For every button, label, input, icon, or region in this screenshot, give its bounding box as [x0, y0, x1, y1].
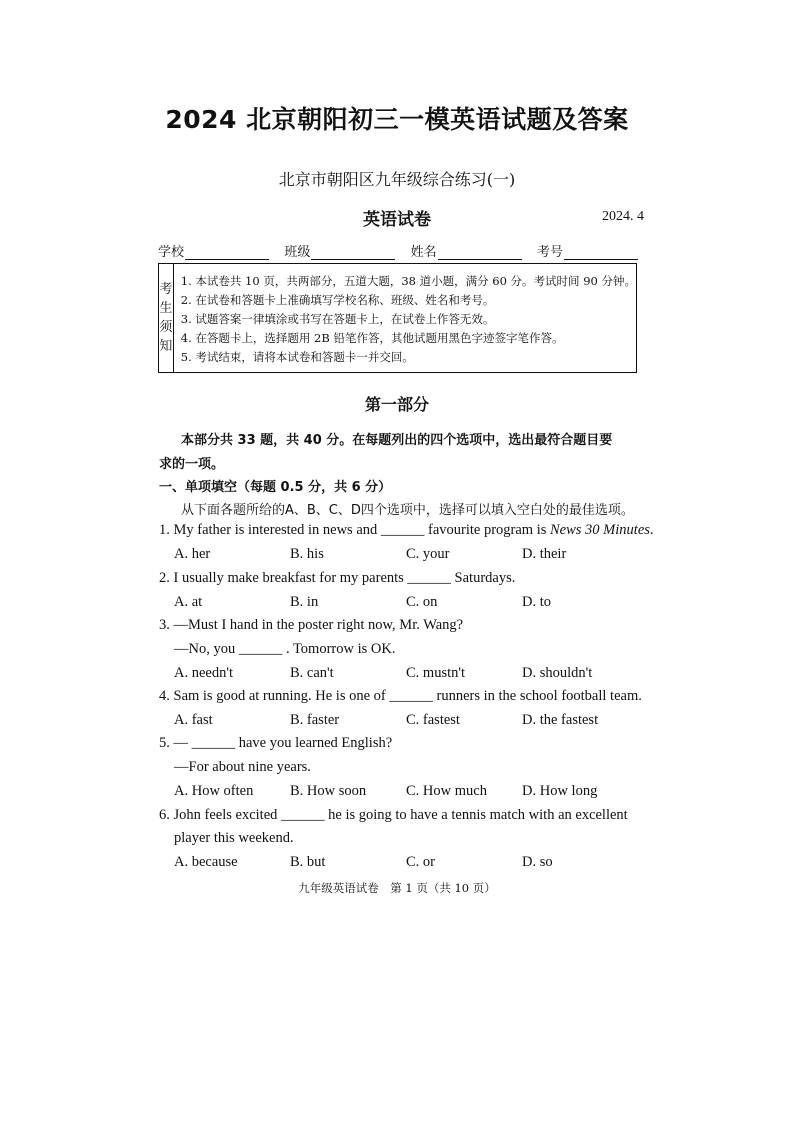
notice-label: 考 生 须 知 [159, 264, 174, 372]
exam-number-blank [564, 245, 638, 260]
option-d: D. so [522, 854, 553, 870]
option-b: B. in [290, 594, 319, 610]
option-d: D. to [522, 594, 551, 610]
exam-subtitle: 北京市朝阳区九年级综合练习(一) [278, 170, 516, 189]
section-heading: 一、单项填空（每题 0.5 分，共 6 分） [159, 480, 392, 495]
option-d: D. the fastest [522, 712, 599, 728]
option-b: B. can't [290, 665, 334, 681]
exam-number-field [537, 241, 638, 260]
part-one-title: 第一部分 [364, 395, 429, 414]
part-one-intro-cont: 求的一项。 [159, 457, 225, 472]
school-field [158, 241, 269, 260]
student-info-row [158, 241, 638, 260]
exam-date: 2024. 4 [602, 209, 644, 224]
option-c: C. How much [406, 783, 487, 799]
school-blank [185, 245, 269, 260]
class-label: 班级 [284, 245, 311, 260]
notice-item: 1. 本试卷共 10 页，共两部分，五道大题，38 道小题，满分 60 分。考试时间 90 分钟。 [180, 274, 636, 288]
option-b: B. but [290, 854, 326, 870]
question-6-cont: player this weekend. [174, 830, 294, 846]
part-one-intro: 本部分共 33 题，共 40 分。在每题列出的四个选项中，选出最符合题目要 [181, 433, 613, 448]
option-b: B. his [290, 546, 324, 562]
notice-list [174, 264, 636, 372]
name-blank [438, 245, 522, 260]
option-c: C. or [406, 854, 435, 870]
option-c: C. your [406, 546, 450, 562]
notice-item: 5. 考试结束，请将本试卷和答题卡一并交回。 [180, 350, 414, 364]
paper-title: 英语试卷 [363, 210, 431, 230]
option-a: A. needn't [174, 665, 233, 681]
question-3: 3. —Must I hand in the poster right now, Mr. Wang? [159, 617, 464, 633]
option-b: B. faster [290, 712, 340, 728]
notice-item: 4. 在答题卡上，选择题用 2B 铅笔作答，其他试题用黑色字迹签字笔作答。 [180, 331, 564, 345]
question-3-reply: —No, you ______ . Tomorrow is OK. [174, 641, 396, 657]
option-a: A. fast [174, 712, 213, 728]
option-c: C. on [406, 594, 438, 610]
page-footer: 九年级英语试卷 第 1 页（共 10 页） [298, 881, 496, 895]
option-d: D. How long [522, 783, 598, 799]
option-a: A. her [174, 546, 211, 562]
notice-item: 3. 试题答案一律填涂或书写在答题卡上，在试卷上作答无效。 [180, 312, 495, 326]
option-b: B. How soon [290, 783, 367, 799]
option-c: C. mustn't [406, 665, 466, 681]
name-label: 姓名 [410, 245, 437, 260]
page-title: 2024 北京朝阳初三一模英语试题及答案 [165, 105, 629, 134]
option-c: C. fastest [406, 712, 460, 728]
notice-box [158, 263, 637, 373]
option-d: D. their [522, 546, 567, 562]
option-d: D. shouldn't [522, 665, 593, 681]
question-4: 4. Sam is good at running. He is one of ______ runners in the school football team. [159, 688, 642, 704]
program-title: News 30 Minutes [550, 522, 650, 538]
question-2: 2. I usually make breakfast for my parents ______ Saturdays. [159, 570, 516, 586]
notice-item: 2. 在试卷和答题卡上准确填写学校名称、班级、姓名和考号。 [180, 293, 495, 307]
question-5-reply: —For about nine years. [174, 759, 311, 775]
option-a: A. because [174, 854, 238, 870]
exam-number-label: 考号 [536, 245, 563, 260]
name-field [411, 241, 522, 260]
school-label: 学校 [158, 245, 185, 260]
question-5: 5. — ______ have you learned English? [159, 735, 393, 751]
option-a: A. How often [174, 783, 254, 799]
class-blank [311, 245, 395, 260]
class-field [284, 241, 395, 260]
question-1: 1. My father is interested in news and ______ favourite program is News 30 Minutes. [159, 522, 654, 538]
section-instruction: 从下面各题所给的A、B、C、D四个选项中，选择可以填入空白处的最佳选项。 [181, 503, 634, 518]
option-a: A. at [174, 594, 203, 610]
question-6: 6. John feels excited ______ he is going to have a tennis match with an excellent [159, 807, 628, 823]
